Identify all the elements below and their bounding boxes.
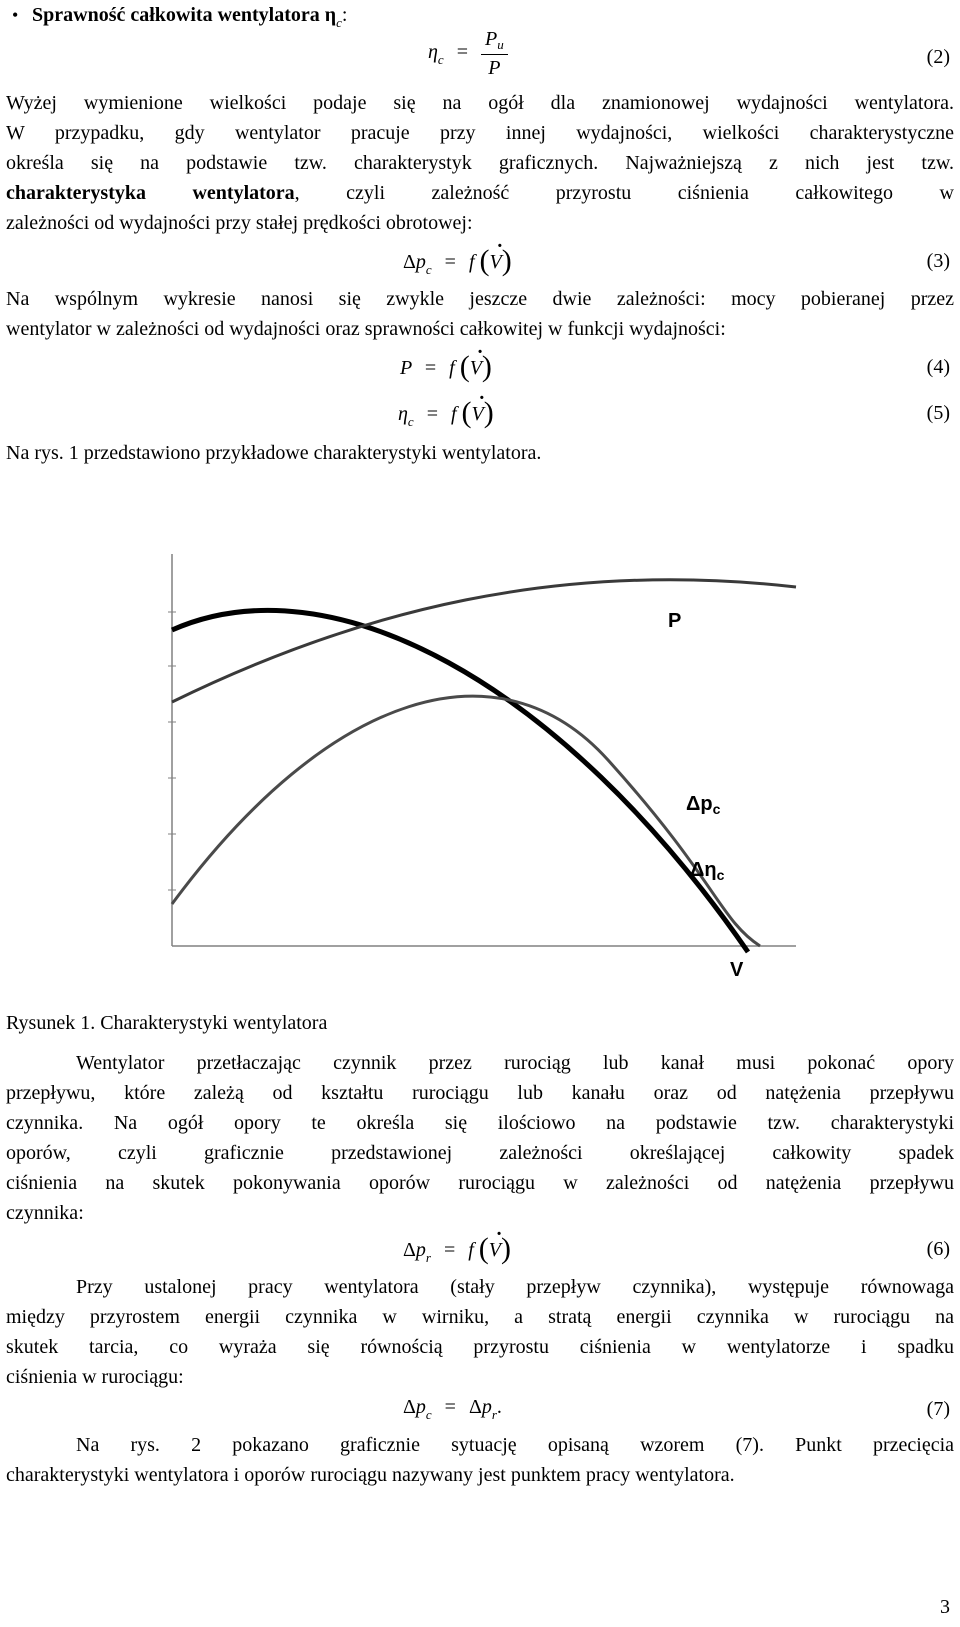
eq6-sub: r: [425, 1250, 431, 1265]
label-eta: $\Delta\eta_c$: [690, 859, 725, 883]
eq7-delta-right: Δ: [468, 1396, 482, 1418]
eq4-vdot: · V: [470, 353, 482, 383]
eq5-equals: =: [426, 403, 438, 425]
eq4-number: (4): [926, 356, 950, 378]
para4-line6: czynnika:: [6, 1202, 84, 1224]
equation-3: $\Delta p_c = f$ (· V): [403, 244, 512, 279]
eq3-vdot: · V: [490, 247, 502, 277]
term-charakterystyka: charakterystyka wentylatora: [6, 182, 295, 204]
eq7-sub-left: c: [425, 1407, 432, 1422]
eq2-eta-sub: c: [437, 52, 444, 68]
para2-line1: Na wspólnym wykresie nanosi się zwykle jeszcze dwie zależności: mocy pobieranej przez: [6, 288, 954, 310]
figure-caption: Rysunek 1. Charakterystyki wentylatora: [6, 1012, 328, 1034]
eq3-delta: Δ: [403, 251, 416, 273]
eq7-p-left: p: [415, 1396, 426, 1418]
eq7-number: (7): [926, 1398, 950, 1420]
eq2-fraction: [481, 26, 508, 81]
eq2-number: (2): [926, 46, 950, 68]
para4-line4: oporów, czyli graficznie przedstawionej zależności określającej całkowity spadek: [6, 1142, 954, 1164]
eq4-equals: =: [424, 357, 437, 379]
eq3-number: (3): [926, 250, 950, 272]
eq2-eta: η: [428, 41, 438, 64]
eq5-f: f: [450, 403, 457, 425]
para4-line2: przepływu, które zależą od kształtu rurociągu lub kanału oraz od natężenia przepływu: [6, 1082, 954, 1104]
para5-line2: między przyrostem energii czynnika w wirniku, a stratą energii czynnika w rurociągu na: [6, 1306, 954, 1328]
para6-line2: charakterystyki wentylatora i oporów rurociągu nazywany jest punktem pracy wentylatora.: [6, 1464, 735, 1486]
eq4-f: f: [449, 357, 455, 379]
para5-line4: ciśnienia w rurociągu:: [6, 1366, 184, 1388]
label-dp: $\Delta p_c$: [686, 793, 721, 817]
para3: Na rys. 1 przedstawiono przykładowe charakterystyki wentylatora.: [6, 442, 542, 464]
eq3-p: p: [415, 251, 426, 273]
eq7-sub-right: r: [491, 1407, 497, 1422]
eq4-P: P: [400, 357, 412, 379]
equation-5: $\eta_c = f$ (· V): [398, 396, 494, 431]
heading-colon: :: [341, 4, 348, 26]
para6-line1: Na rys. 2 pokazano graficznie sytuację opisaną wzorem (7). Punkt przecięcia: [76, 1434, 954, 1456]
para1-line2: W przypadku, gdy wentylator pracuje przy innej wydajności, wielkości charakterystyczne: [6, 122, 954, 144]
eq7-equals: =: [444, 1396, 456, 1418]
eq5-vdot: · V: [472, 399, 484, 429]
eq2-numerator-sub: u: [497, 37, 504, 52]
curve-eta: [172, 696, 760, 946]
eq7-period: .: [496, 1396, 502, 1418]
eq2-equals: =: [456, 41, 468, 64]
eq5-number: (5): [926, 402, 950, 424]
para4-line3: czynnika. Na ogół opory te określa się ilościowo na podstawie tzw. charakterystyki: [6, 1112, 954, 1134]
equation-6: $\Delta p_r = f$ (· V): [403, 1232, 511, 1267]
heading-subscript: c: [336, 15, 342, 30]
eq6-number: (6): [926, 1238, 950, 1260]
curve-P: [172, 580, 796, 702]
para1-line4: [6, 178, 954, 208]
eq3-equals: =: [444, 251, 456, 273]
label-P: P: [668, 610, 682, 632]
heading-text: Sprawność całkowita wentylatora η: [32, 4, 337, 26]
eq7-p-right: p: [481, 1396, 492, 1418]
para4-line5: ciśnienia na skutek pokonywania oporów rurociągu w zależności od natężenia przepływu: [6, 1172, 954, 1194]
label-V: V: [730, 959, 744, 981]
para5-line3: skutek tarcia, co wyraża się równością przyrostu ciśnienia w wentylatorze i spadku: [6, 1336, 954, 1358]
eq5-sub: c: [407, 414, 414, 429]
eq7-delta-left: Δ: [403, 1396, 416, 1418]
para1-line1: Wyżej wymienione wielkości podaje się na ogół dla znamionowej wydajności wentylatora.: [6, 92, 954, 114]
eq6-f: f: [468, 1239, 474, 1261]
bullet-icon: •: [12, 5, 19, 25]
equation-7: [403, 1392, 502, 1424]
eq6-vdot: · V: [489, 1235, 501, 1265]
para1-line3: określa się na podstawie tzw. charakterystyk graficznych. Najważniejszą z nich jest tzw.: [6, 152, 954, 174]
para5-line1: Przy ustalonej pracy wentylatora (stały przepływ czynnika), występuje równowaga: [76, 1276, 954, 1298]
eq6-p: p: [415, 1239, 426, 1261]
para1-line5: zależności od wydajności przy stałej prędkości obrotowej:: [6, 212, 473, 234]
eq5-eta: η: [398, 403, 408, 425]
para2-line2: wentylator w zależności od wydajności oraz sprawności całkowitej w funkcji wydajności:: [6, 318, 726, 340]
curve-dp: [172, 610, 748, 952]
page-number: 3: [940, 1596, 950, 1618]
para1-line4-rest: , czyli zależność przyrostu ciśnienia całkowitego w: [294, 182, 954, 204]
equation-4: P = f (· V): [400, 350, 492, 383]
eq3-sub: c: [425, 262, 432, 277]
eq3-f: f: [468, 251, 475, 273]
eq6-delta: Δ: [403, 1239, 416, 1261]
equation-2: [428, 26, 508, 81]
eq6-equals: =: [443, 1239, 456, 1261]
para4-line1: Wentylator przetłaczając czynnik przez rurociąg lub kanał musi pokonać opory: [76, 1052, 954, 1074]
eq2-denominator: P: [488, 57, 501, 79]
eq2-numerator: P: [484, 28, 498, 50]
